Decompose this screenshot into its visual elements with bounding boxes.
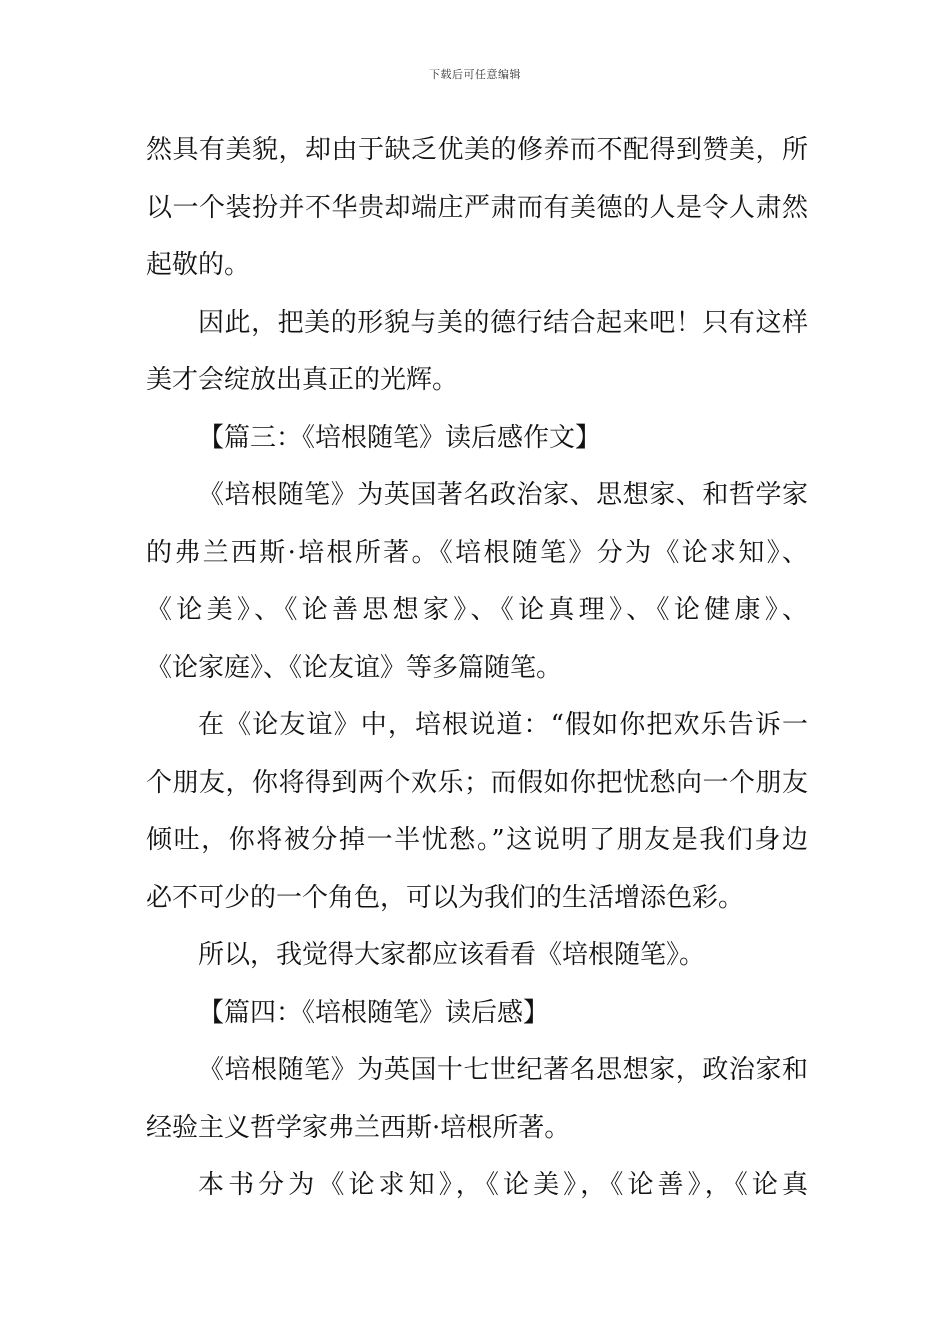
text-line: 然具有美貌，却由于缺乏优美的修养而不配得到赞美，所 (146, 135, 808, 165)
text-line: 《培根随笔》为英国十七世纪著名思想家，政治家和 (198, 1055, 808, 1085)
text-line: 经验主义哲学家弗兰西斯·培根所著。 (146, 1112, 571, 1143)
text-line: 《培根随笔》为英国著名政治家、思想家、和哲学家 (198, 480, 808, 510)
section-heading: 【篇三：《培根随笔》读后感作文】 (198, 422, 602, 453)
text-line: 倾吐，你将被分掉一半忧愁。”这说明了朋友是我们身边 (146, 825, 808, 855)
text-line: 本书分为《论求知》，《论美》，《论善》，《论真 (198, 1170, 808, 1200)
text-line: 《论家庭》、《论友谊》等多篇随笔。 (146, 652, 563, 683)
text-line: 起敬的。 (146, 250, 251, 280)
document-body (146, 122, 808, 1215)
text-line: 的弗兰西斯·培根所著。《培根随笔》分为《论求知》、 (146, 537, 808, 568)
text-line: 因此，把美的形貌与美的德行结合起来吧！只有这样 (198, 307, 808, 338)
text-line: 必不可少的一个角色，可以为我们的生活增添色彩。 (146, 882, 745, 913)
text-line: 《论美》、《论善思想家》、《论真理》、《论健康》、 (146, 595, 808, 625)
text-line: 所以，我觉得大家都应该看看《培根随笔》。 (198, 940, 706, 970)
section-heading: 【篇四：《培根随笔》读后感】 (198, 997, 550, 1028)
text-line: 个朋友，你将得到两个欢乐；而假如你把忧愁向一个朋友 (146, 767, 808, 798)
text-line: 在《论友谊》中，培根说道：“假如你把欢乐告诉一 (198, 710, 808, 740)
page-header: 下载后可任意编辑 (429, 68, 521, 81)
text-line: 美才会绽放出真正的光辉。 (146, 365, 459, 395)
text-line: 以一个装扮并不华贵却端庄严肃而有美德的人是令人肃然 (146, 192, 808, 223)
